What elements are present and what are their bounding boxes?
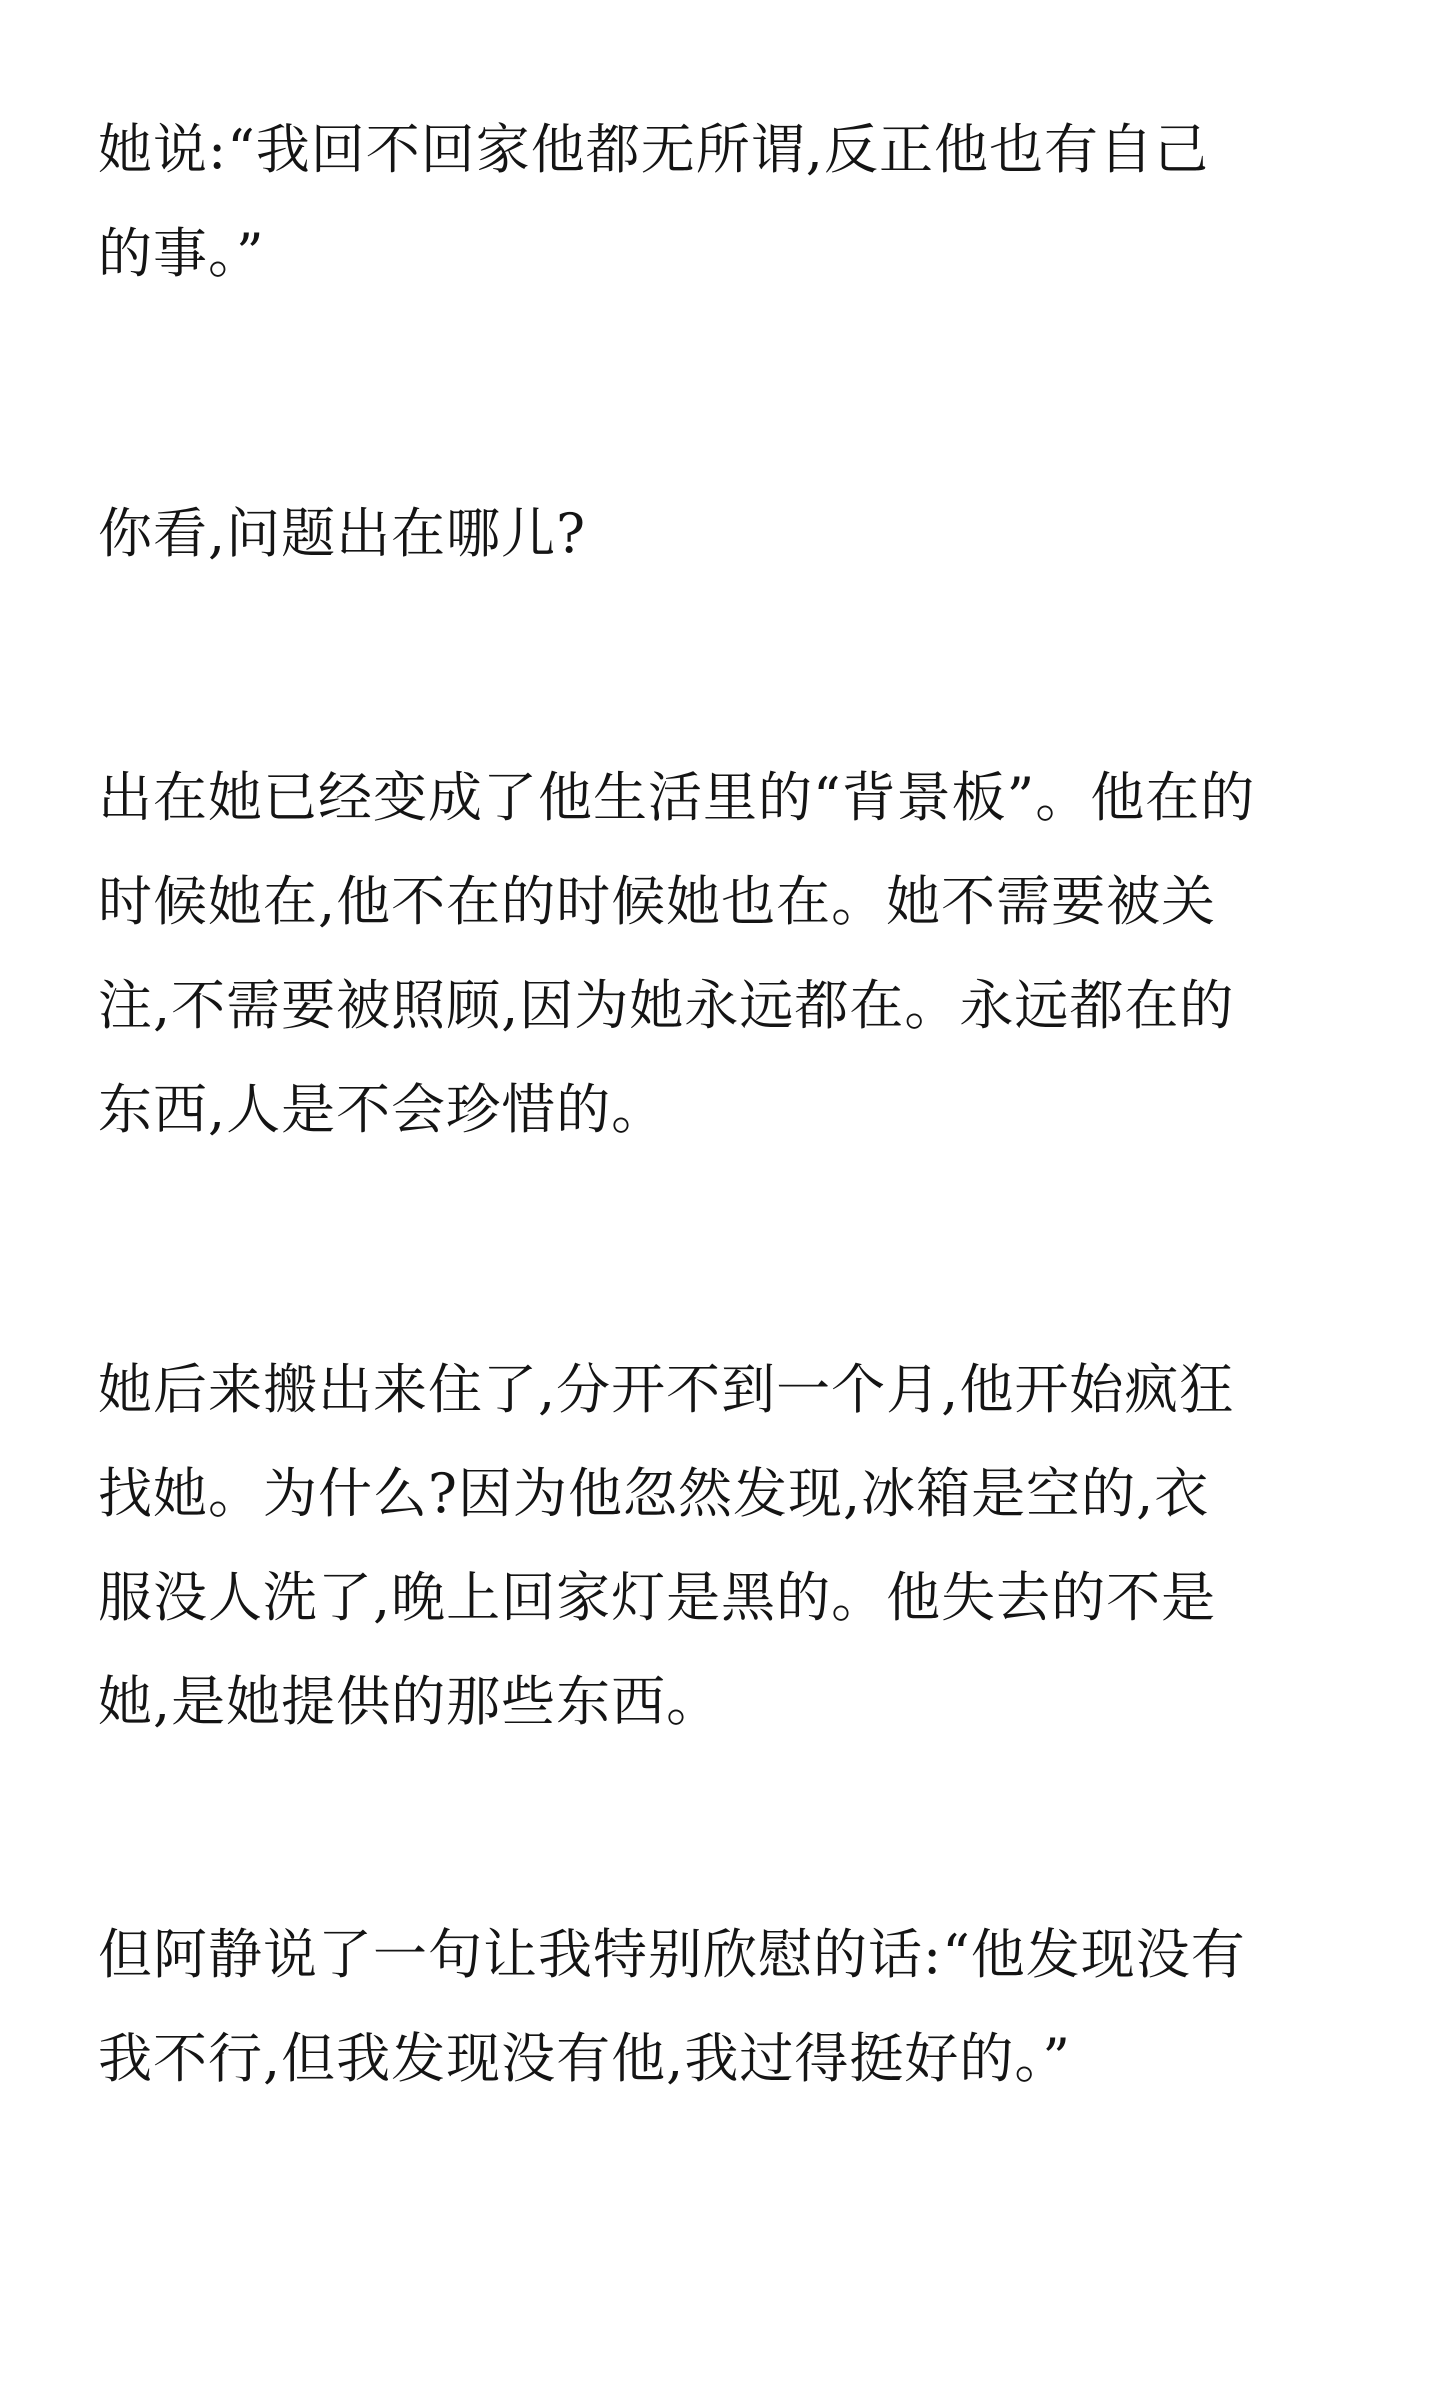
text-line: 时候她在,他不在的时候她也在。她不需要被关 bbox=[98, 870, 1217, 933]
text-line: 出在她已经变成了他生活里的“背景板”。他在的 bbox=[98, 766, 1256, 829]
text-line: 她后来搬出来住了,分开不到一个月,他开始疯狂 bbox=[98, 1358, 1235, 1421]
paragraph-1 bbox=[98, 98, 1338, 306]
text-line: 东西,人是不会珍惜的。 bbox=[98, 1078, 667, 1141]
text-line: 她,是她提供的那些东西。 bbox=[98, 1670, 722, 1733]
paragraph-4 bbox=[98, 1338, 1338, 1754]
text-line: 注,不需要被照顾,因为她永远都在。永远都在的 bbox=[98, 974, 1235, 1037]
text-line: 的事。” bbox=[98, 222, 265, 285]
text-line: 她说:“我回不回家他都无所谓,反正他也有自己 bbox=[98, 118, 1209, 181]
paragraph-5 bbox=[98, 1903, 1338, 2111]
text-line: 你看,问题出在哪儿? bbox=[98, 502, 587, 565]
paragraph-2 bbox=[98, 482, 1338, 586]
text-line: 我不行,但我发现没有他,我过得挺好的。” bbox=[98, 2027, 1071, 2090]
paragraph-3 bbox=[98, 746, 1338, 1162]
text-line: 服没人洗了,晚上回家灯是黑的。他失去的不是 bbox=[98, 1566, 1217, 1629]
text-line: 找她。为什么?因为他忽然发现,冰箱是空的,衣 bbox=[98, 1462, 1210, 1525]
text-line: 但阿静说了一句让我特别欣慰的话:“他发现没有 bbox=[98, 1923, 1246, 1986]
